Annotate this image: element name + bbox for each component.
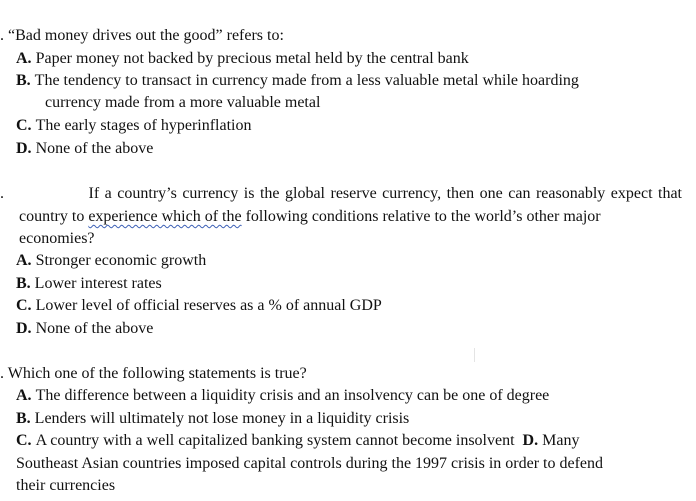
question-3-prefix: . (0, 365, 8, 382)
question-1-option-c (16, 116, 251, 136)
option-text: Lower level of official reserves as a % of annual GDP (35, 297, 382, 314)
question-1-stem (0, 26, 284, 46)
question-3-option-b (16, 409, 409, 429)
grammar-underline[interactable]: experience which of the (88, 208, 242, 225)
option-text: Stronger economic growth (35, 252, 207, 269)
option-letter: A. (16, 50, 32, 67)
question-1-option-b (16, 71, 579, 91)
question-1-option-b-continuation: currency made from a more valuable metal (45, 94, 321, 111)
question-1-stem-text: “Bad money drives out the good” refers to: (8, 27, 284, 44)
option-letter: A. (16, 252, 32, 269)
option-text: Many (542, 432, 580, 449)
question-2-option-b (16, 274, 162, 294)
question-1-option-a (16, 49, 469, 69)
option-text: A country with a well capitalized banking system cannot become insolvent (35, 432, 515, 449)
option-text: Lenders will ultimately not lose money in a liquidity crisis (34, 410, 410, 427)
option-letter: B. (16, 275, 31, 292)
question-3-option-c-d (16, 431, 579, 451)
question-2-stem-line-2 (19, 207, 682, 227)
question-1-option-d (16, 139, 153, 159)
option-letter: B. (16, 72, 31, 89)
question-3-option-a (16, 386, 549, 406)
option-text: None of the above (35, 140, 154, 157)
option-letter: A. (16, 387, 32, 404)
question-2-prefix: . (0, 185, 4, 202)
question-2-option-c (16, 296, 382, 316)
option-text: Paper money not backed by precious metal held by the central bank (35, 50, 469, 67)
question-2-option-d (16, 319, 153, 339)
stem-text: following conditions relative to the world’s other major (241, 208, 601, 225)
option-letter: C. (16, 297, 32, 314)
question-3-option-d-continuation-2: their currencies (16, 477, 116, 494)
option-letter: D. (16, 140, 32, 157)
option-text: Lower interest rates (34, 275, 162, 292)
option-letter: D. (16, 320, 32, 337)
option-letter: B. (16, 410, 31, 427)
question-1-prefix: . (0, 27, 8, 44)
option-letter: C. (16, 117, 32, 134)
option-letter: C. (16, 432, 32, 449)
stem-text: country to (19, 208, 89, 225)
question-2-stem-text: If a country’s currency is the global reserve currency, then one can reasonably expect that (88, 185, 682, 202)
question-2-stem-line-1 (0, 184, 682, 204)
option-text: The difference between a liquidity crisis and an insolvency can be one of degree (35, 387, 550, 404)
question-2-option-a (16, 251, 206, 271)
option-text: The tendency to transact in currency made from a less valuable metal while hoarding (34, 72, 579, 89)
question-2-stem-line-3: economies? (19, 230, 95, 247)
question-3-stem (0, 364, 307, 384)
question-3-stem-text: Which one of the following statements is true? (7, 365, 307, 382)
option-text: None of the above (35, 320, 154, 337)
option-letter: D. (522, 432, 539, 449)
text-cursor (474, 348, 475, 362)
question-3-option-d-continuation-1: Southeast Asian countries imposed capital controls during the 1997 crisis in order to defend (16, 455, 603, 472)
option-text: The early stages of hyperinflation (35, 117, 252, 134)
